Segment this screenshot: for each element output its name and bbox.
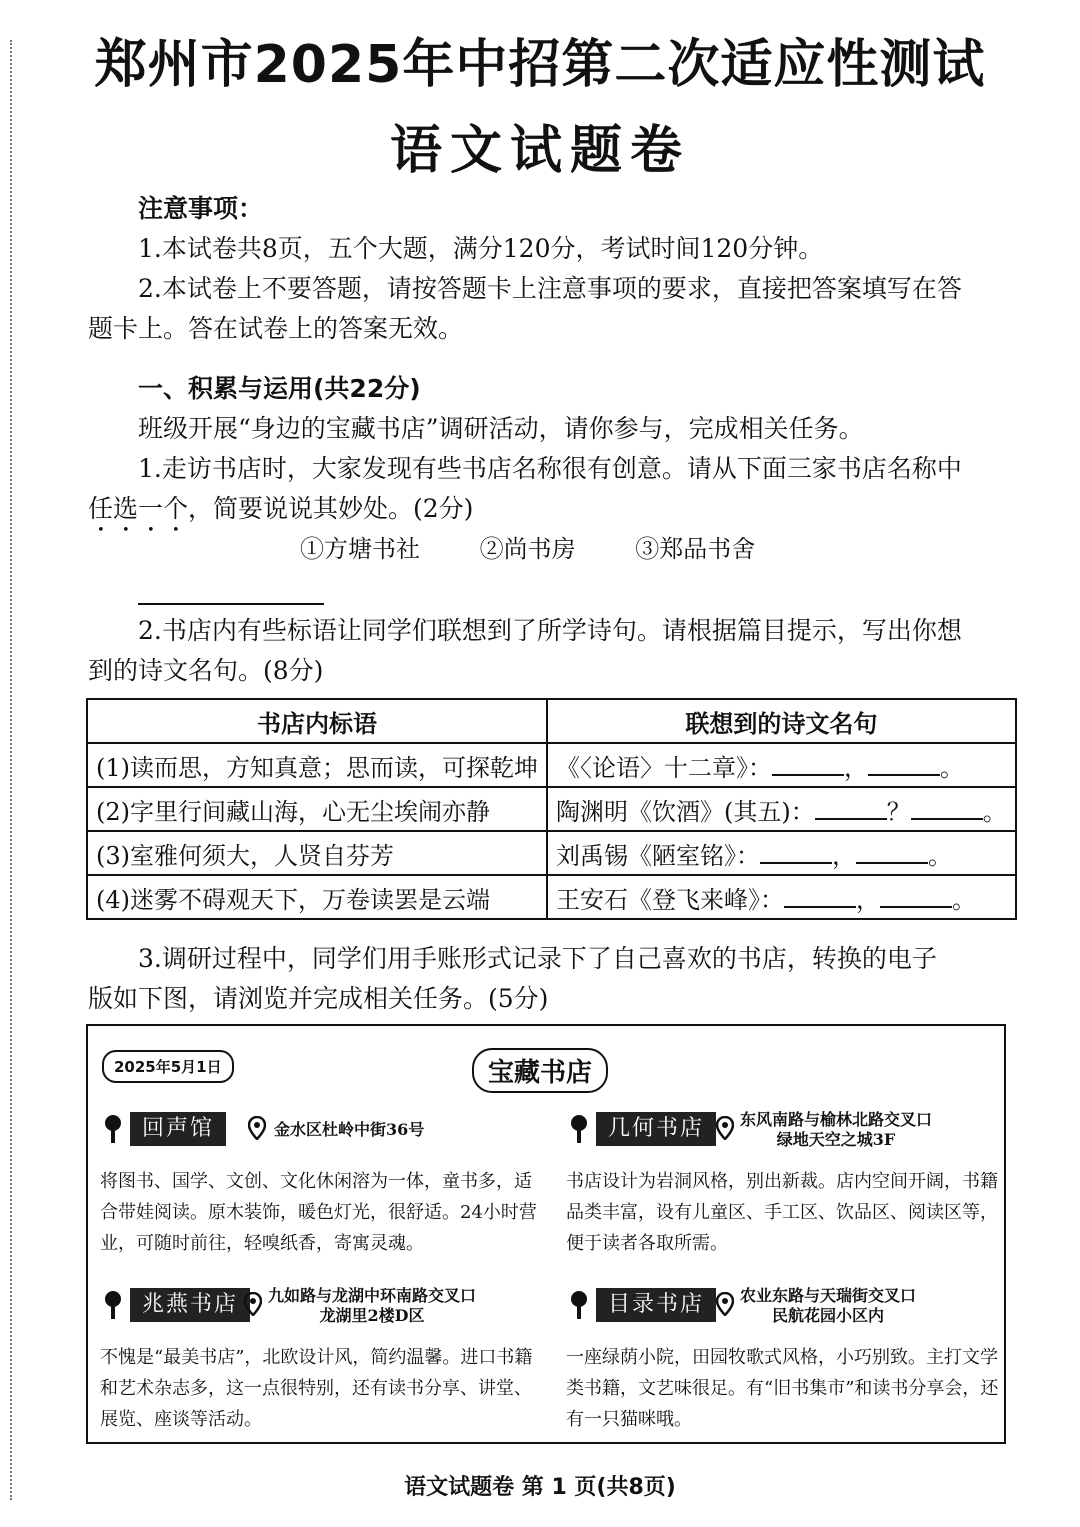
pushpin-icon (100, 1114, 126, 1144)
location-icon (716, 1292, 734, 1316)
answer-blank (772, 754, 844, 776)
answer-blank (760, 842, 832, 864)
poem-table (86, 698, 1017, 920)
store-address: 金水区杜岭中街36号 (274, 1120, 425, 1139)
end-mark: 。 (940, 753, 964, 782)
page-footer: 语文试题卷 第 1 页(共8页) (404, 1475, 676, 1500)
option-1: ①方塘书社 (300, 535, 420, 563)
paper-title: 语文试题卷 (389, 121, 690, 181)
table-header-poem: 联想到的诗文名句 (547, 699, 1016, 743)
table-header-slogan: 书店内标语 (87, 699, 547, 743)
store-description: 将图书、国学、文创、文化休闲溶为一体，童书多，适合带娃阅读。原木装饰，暖色灯光，很舒适。24小时营业，可随时前往，轻嗅纸香，寄寓灵魂。 (100, 1171, 537, 1254)
question-1-line2-rest: ，简要说说其妙处。(2分) (188, 494, 474, 523)
table-row (87, 875, 1016, 919)
answer-blank (784, 886, 856, 908)
store-address: 农业东路与天瑞街交叉口 民航花园小区内 (740, 1286, 917, 1325)
store-entry (566, 1106, 1006, 1259)
store-entry (100, 1282, 540, 1435)
question-2-line2: 到的诗文名句。(8分) (88, 656, 324, 685)
question-3-line1: 3.调研过程中，同学们用手账形式记录下了自己喜欢的书店，转换的电子 (138, 944, 937, 973)
separator: ？ (886, 797, 911, 826)
answer-line (138, 603, 324, 605)
answer-blank (815, 798, 887, 820)
location-icon (248, 1116, 266, 1140)
poem-cell (547, 875, 1016, 919)
poem-source: 王安石《登飞来峰》： (556, 885, 784, 914)
notice-heading: 注意事项： (138, 194, 264, 223)
store-name: 目录书店 (596, 1288, 716, 1322)
option-2: ②尚书房 (479, 535, 576, 563)
slogan-cell: (1)读而思，方知真意；思而读，可探乾坤 (87, 743, 547, 787)
store-description: 不愧是“最美书店”，北欧设计风，简约温馨。进口书籍和艺术杂志多，这一点很特别，还有读书分享、讲堂、展览、座谈等活动。 (100, 1347, 533, 1430)
question-2-line1: 2.书店内有些标语让同学们联想到了所学诗句。请根据篇目提示，写出你想 (138, 616, 962, 645)
end-mark: 。 (982, 797, 1007, 826)
answer-blank (911, 798, 983, 820)
store-description: 一座绿荫小院，田园牧歌式风格，小巧别致。主打文学类书籍，文艺味很足。有“旧书集市”和读书分享会，还有一只猫咪哦。 (566, 1347, 999, 1430)
pushpin-icon (100, 1290, 126, 1320)
bookstore-journal-card (86, 1024, 1006, 1444)
notice-item-2-line1: 2.本试卷上不要答题，请按答题卡上注意事项的要求，直接把答案填写在答 (138, 274, 962, 303)
poem-source: 刘禹锡《陋室铭》： (556, 841, 760, 870)
notice-item-1: 1.本试卷共8页，五个大题，满分120分，考试时间120分钟。 (138, 234, 824, 263)
location-icon (716, 1116, 734, 1140)
poem-cell (547, 831, 1016, 875)
store-entry (100, 1106, 540, 1259)
answer-blank (880, 886, 952, 908)
answer-blank (856, 842, 928, 864)
pushpin-icon (566, 1114, 592, 1144)
store-description: 书店设计为岩洞风格，别出新裁。店内空间开阔，书籍品类丰富，设有儿童区、手工区、饮品区、阅读区等，便于读者各取所需。 (566, 1171, 998, 1254)
slogan-cell: (2)字里行间藏山海，心无尘埃闹亦静 (87, 787, 547, 831)
pushpin-icon (566, 1290, 592, 1320)
question-3-line2: 版如下图，请浏览并完成相关任务。(5分) (88, 984, 549, 1013)
slogan-cell: (3)室雅何须大，人贤自芬芳 (87, 831, 547, 875)
section-1-intro: 班级开展“身边的宝藏书店”调研活动，请你参与，完成相关任务。 (138, 414, 864, 443)
option-3: ③郑品书舍 (635, 535, 756, 563)
slogan-cell: (4)迷雾不碍观天下，万卷读罢是云端 (87, 875, 547, 919)
poem-cell (547, 787, 1016, 831)
store-name: 兆燕书店 (130, 1288, 250, 1322)
separator: ， (856, 885, 880, 914)
end-mark: 。 (952, 885, 976, 914)
section-1-heading: 一、积累与运用(共22分) (138, 374, 421, 403)
location-icon (244, 1292, 262, 1316)
poem-source: 陶渊明《饮酒》(其五)： (556, 797, 815, 826)
table-header-row (87, 699, 1016, 743)
table-row (87, 831, 1016, 875)
separator: ， (844, 753, 868, 782)
exam-title: 郑州市2025年中招第二次适应性测试 (94, 35, 986, 95)
store-name: 几何书店 (596, 1112, 716, 1146)
question-1-line1: 1.走访书店时，大家发现有些书店名称很有创意。请从下面三家书店名称中 (138, 454, 962, 483)
store-entry (566, 1282, 1006, 1435)
table-row (87, 743, 1016, 787)
store-address: 九如路与龙湖中环南路交叉口 龙湖里2楼D区 (268, 1286, 477, 1325)
card-title: 宝藏书店 (472, 1048, 608, 1093)
end-mark: 。 (928, 841, 952, 870)
question-1-options (300, 532, 807, 566)
separator: ， (832, 841, 856, 870)
date-label: 2025年5月1日 (102, 1050, 234, 1083)
binding-margin-line (10, 40, 12, 1500)
poem-cell (547, 743, 1016, 787)
store-name: 回声馆 (130, 1112, 226, 1146)
question-1-emphasis: 任选一个 (88, 494, 189, 523)
table-row (87, 787, 1016, 831)
answer-blank (868, 754, 940, 776)
notice-item-2-line2: 题卡上。答在试卷上的答案无效。 (88, 314, 464, 343)
store-address: 东风南路与榆林北路交叉口 绿地天空之城3F (740, 1110, 933, 1149)
poem-source: 《〈论语〉十二章》： (556, 753, 772, 782)
